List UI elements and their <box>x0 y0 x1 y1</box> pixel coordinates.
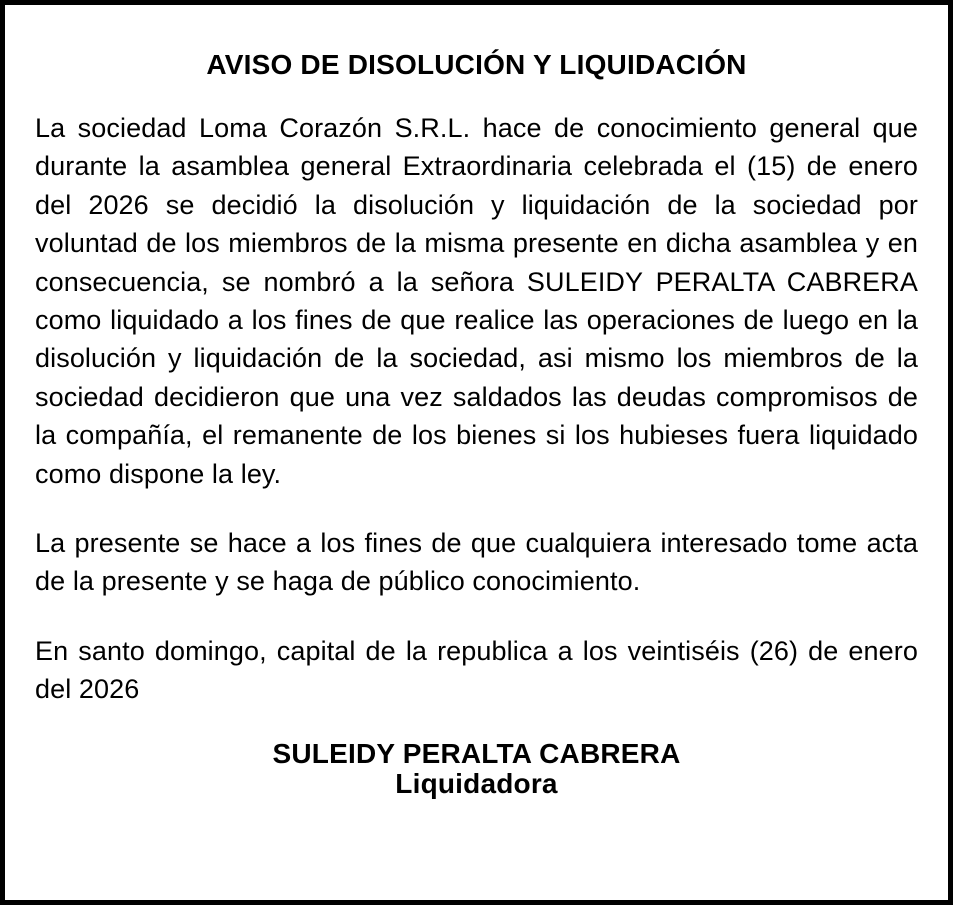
notice-paragraph-main: La sociedad Loma Corazón S.R.L. hace de conocimiento general que durante la asamblea general Extraordinaria celebrada el (15) de enero del 2026 se decidió la disolución y liquidación de la sociedad por voluntad de los miembros de la misma presente en dicha asamblea y en consecuencia, se nombró a la señora SULEIDY PERALTA CABRERA como liquidado a los fines de que realice las operaciones de luego en la disolución y liquidación de la sociedad, asi mismo los miembros de la sociedad decidieron que una vez saldados las deudas compromisos de la compañía, el remanente de los bienes si los hubieses fuera liquidado como dispone la ley. <box>35 113 918 489</box>
notice-paragraph-date-place: En santo domingo, capital de la republica a los veintiséis (26) de enero del 2026 <box>35 635 918 705</box>
notice-paragraph-publication: La presente se hace a los fines de que cualquiera interesado tome acta de la presente y se haga de público conocimiento. <box>35 528 918 597</box>
signature-role: Liquidadora <box>395 767 558 799</box>
signature-block <box>35 739 918 799</box>
signature-name: SULEIDY PERALTA CABRERA <box>272 737 681 769</box>
notice-content <box>5 5 948 799</box>
notice-title: AVISO DE DISOLUCIÓN Y LIQUIDACIÓN <box>206 49 747 80</box>
